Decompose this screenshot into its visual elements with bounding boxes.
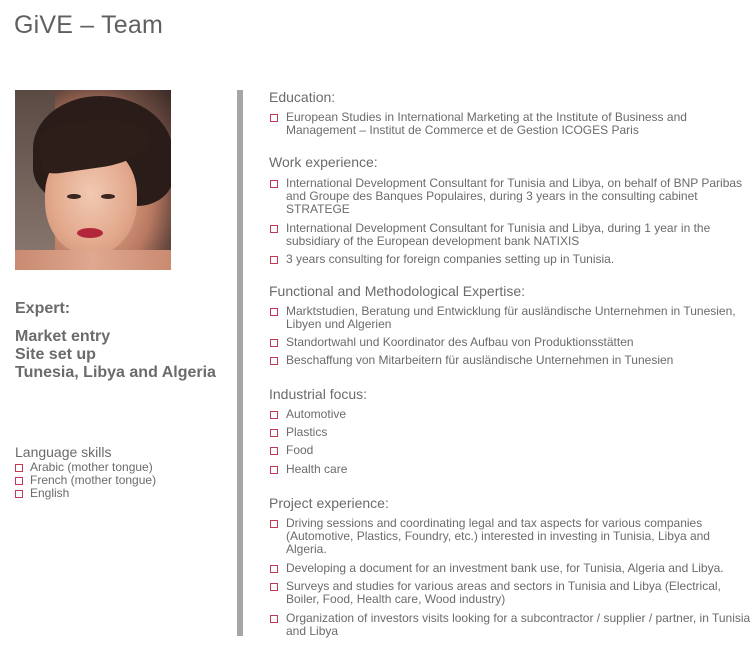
bullet-icon xyxy=(15,477,23,485)
education-heading: Education: xyxy=(269,89,336,105)
projects-heading: Project experience: xyxy=(269,495,389,511)
bullet-icon xyxy=(270,466,278,474)
language-item: English xyxy=(15,487,156,500)
vertical-divider xyxy=(237,90,243,636)
industrial-item: Plastics xyxy=(269,426,750,439)
expert-line: Market entry xyxy=(15,328,111,345)
work-item: 3 years consulting for foreign companies setting up in Tunisia. xyxy=(269,253,750,266)
bullet-icon xyxy=(270,256,278,264)
page-title: GiVE – Team xyxy=(14,11,164,39)
bullet-icon xyxy=(270,520,278,528)
bullet-icon xyxy=(270,180,278,188)
bullet-icon xyxy=(15,490,23,498)
expert-label: Expert: xyxy=(15,300,71,317)
expert-block xyxy=(15,300,216,382)
bullet-icon xyxy=(270,411,278,419)
profile-photo xyxy=(15,90,171,270)
expertise-heading: Functional and Methodological Expertise: xyxy=(269,283,526,299)
work-item: International Development Consultant for Tunisia and Libya, on behalf of BNP Paribas and Groupe des Banques Populaires, during 3 years in the consulting cabinet STRATEGE xyxy=(269,177,750,216)
bullet-icon xyxy=(270,225,278,233)
bullet-icon xyxy=(270,447,278,455)
expert-line: Tunesia, Libya and Algeria xyxy=(15,364,216,381)
bullet-icon xyxy=(270,429,278,437)
language-heading: Language skills xyxy=(15,444,112,460)
project-item: Driving sessions and coordinating legal and tax aspects for various companies (Automotive, Plastics, Foundry, etc.) interested in investing in Tunisia, Libya and Algeria. xyxy=(269,517,750,556)
work-item: International Development Consultant for Tunisia and Libya, during 1 year in the subsidiary of the European development bank NATIXIS xyxy=(269,222,750,248)
bullet-icon xyxy=(270,583,278,591)
industrial-item: Health care xyxy=(269,463,750,476)
expertise-item: Beschaffung von Mitarbeitern für ausländische Unternehmen in Tunesien xyxy=(269,354,750,367)
bullet-icon xyxy=(270,308,278,316)
language-item: French (mother tongue) xyxy=(15,474,156,487)
expertise-item: Marktstudien, Beratung und Entwicklung für ausländische Unternehmen in Tunesien, Libyen und Algerien xyxy=(269,305,750,331)
bullet-icon xyxy=(270,615,278,623)
bullet-icon xyxy=(270,565,278,573)
industrial-heading: Industrial focus: xyxy=(269,386,368,402)
language-skills xyxy=(15,444,156,500)
bullet-icon xyxy=(270,339,278,347)
language-item: Arabic (mother tongue) xyxy=(15,461,156,474)
project-item: Surveys and studies for various areas and sectors in Tunisia and Libya (Electrical, Boiler, Food, Health care, Wood industry) xyxy=(269,580,750,606)
project-item: Organization of investors visits looking for a subcontractor / supplier / partner, in Tunisia and Libya xyxy=(269,612,750,638)
expertise-item: Standortwahl und Koordinator des Aufbau von Produktionsstätten xyxy=(269,336,750,349)
industrial-item: Automotive xyxy=(269,408,750,421)
expert-line: Site set up xyxy=(15,346,96,363)
bullet-icon xyxy=(270,357,278,365)
bullet-icon xyxy=(270,114,278,122)
project-item: Developing a document for an investment bank use, for Tunisia, Algeria and Libya. xyxy=(269,562,750,575)
industrial-item: Food xyxy=(269,444,750,457)
education-item: European Studies in International Marketing at the Institute of Business and Management – Institut de Commerce et de Gestion ICOGES Paris xyxy=(269,111,750,137)
bullet-icon xyxy=(15,464,23,472)
work-heading: Work experience: xyxy=(269,154,378,170)
